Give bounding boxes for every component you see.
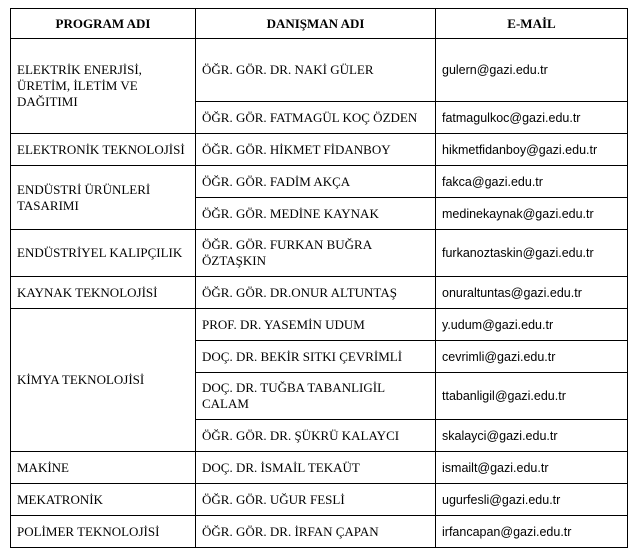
advisor-cell: ÖĞR. GÖR. MEDİNE KAYNAK — [196, 198, 436, 230]
advisor-cell: ÖĞR. GÖR. HİKMET FİDANBOY — [196, 134, 436, 166]
advisor-cell: ÖĞR. GÖR. DR.ONUR ALTUNTAŞ — [196, 277, 436, 309]
advisor-table-wrapper — [10, 8, 628, 548]
email-cell: fatmagulkoc@gazi.edu.tr — [436, 102, 628, 134]
email-cell: medinekaynak@gazi.edu.tr — [436, 198, 628, 230]
email-cell: irfancapan@gazi.edu.tr — [436, 516, 628, 548]
advisor-cell: PROF. DR. YASEMİN UDUM — [196, 309, 436, 341]
table-row — [11, 39, 628, 102]
table-row — [11, 277, 628, 309]
table-row — [11, 484, 628, 516]
email-cell: furkanoztaskin@gazi.edu.tr — [436, 230, 628, 277]
advisor-cell: DOÇ. DR. İSMAİL TEKAÜT — [196, 452, 436, 484]
program-cell: MAKİNE — [11, 452, 196, 484]
table-row — [11, 134, 628, 166]
program-cell: ENDÜSTRİ ÜRÜNLERİ TASARIMI — [11, 166, 196, 230]
email-cell: onuraltuntas@gazi.edu.tr — [436, 277, 628, 309]
email-cell: y.udum@gazi.edu.tr — [436, 309, 628, 341]
header-program: PROGRAM ADI — [11, 9, 196, 39]
program-cell: ENDÜSTRİYEL KALIPÇILIK — [11, 230, 196, 277]
advisor-cell: ÖĞR. GÖR. FADİM AKÇA — [196, 166, 436, 198]
program-cell: POLİMER TEKNOLOJİSİ — [11, 516, 196, 548]
advisor-cell: DOÇ. DR. BEKİR SITKI ÇEVRİMLİ — [196, 341, 436, 373]
header-row — [11, 9, 628, 39]
program-cell: ELEKTRONİK TEKNOLOJİSİ — [11, 134, 196, 166]
advisor-cell: ÖĞR. GÖR. FATMAGÜL KOÇ ÖZDEN — [196, 102, 436, 134]
table-row — [11, 166, 628, 198]
advisor-cell: ÖĞR. GÖR. DR. NAKİ GÜLER — [196, 39, 436, 102]
email-cell: fakca@gazi.edu.tr — [436, 166, 628, 198]
email-cell: ttabanligil@gazi.edu.tr — [436, 373, 628, 420]
table-row — [11, 516, 628, 548]
advisor-cell: DOÇ. DR. TUĞBA TABANLIGİL CALAM — [196, 373, 436, 420]
table-row — [11, 309, 628, 341]
program-cell: KİMYA TEKNOLOJİSİ — [11, 309, 196, 452]
email-cell: ismailt@gazi.edu.tr — [436, 452, 628, 484]
advisor-table — [10, 8, 628, 548]
email-cell: cevrimli@gazi.edu.tr — [436, 341, 628, 373]
email-cell: ugurfesli@gazi.edu.tr — [436, 484, 628, 516]
program-cell: ELEKTRİK ENERJİSİ, ÜRETİM, İLETİM VE DAĞITIMI — [11, 39, 196, 134]
table-row — [11, 230, 628, 277]
advisor-cell: ÖĞR. GÖR. UĞUR FESLİ — [196, 484, 436, 516]
program-cell: MEKATRONİK — [11, 484, 196, 516]
email-cell: hikmetfidanboy@gazi.edu.tr — [436, 134, 628, 166]
email-cell: gulern@gazi.edu.tr — [436, 39, 628, 102]
advisor-cell: ÖĞR. GÖR. DR. ŞÜKRÜ KALAYCI — [196, 420, 436, 452]
program-cell: KAYNAK TEKNOLOJİSİ — [11, 277, 196, 309]
advisor-cell: ÖĞR. GÖR. FURKAN BUĞRA ÖZTAŞKIN — [196, 230, 436, 277]
header-email: E-MAİL — [436, 9, 628, 39]
table-row — [11, 452, 628, 484]
header-advisor: DANIŞMAN ADI — [196, 9, 436, 39]
email-cell: skalayci@gazi.edu.tr — [436, 420, 628, 452]
advisor-cell: ÖĞR. GÖR. DR. İRFAN ÇAPAN — [196, 516, 436, 548]
